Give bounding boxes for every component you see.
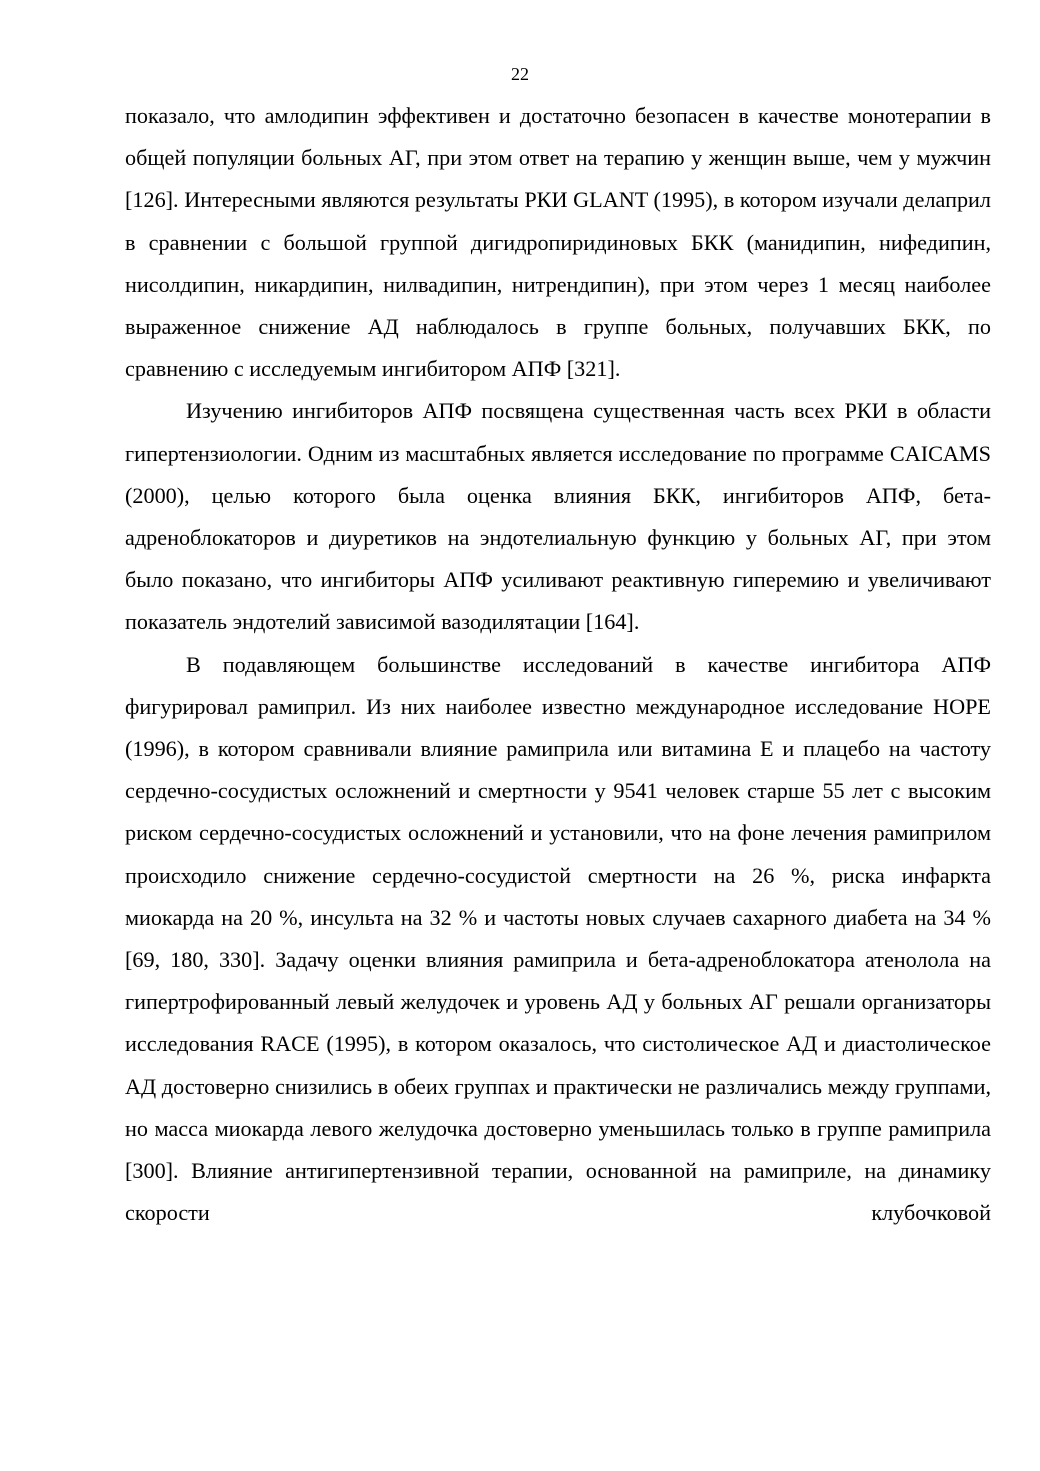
- paragraph-3: В подавляющем большинстве исследований в качестве ингибитора АПФ фигурировал рамиприл. Из них наиболее известно международное исследование HOPE (1996), в котором сравнивали влияние рамиприла или витамина Е и плацебо на частоту сердечно-сосудистых осложнений и смертности у 9541 человек старше 55 лет с высоким риском сердечно-сосудистых осложнений и установили, что на фоне лечения рамиприлом происходило снижение сердечно-сосудистой смертности на 26 %, риска инфаркта миокарда на 20 %, инсульта на 32 % и частоты новых случаев сахарного диабета на 34 % [69, 180, 330]. Задачу оценки влияния рамиприла и бета-адреноблокатора атенолола на гипертрофированный левый желудочек и уровень АД у больных АГ решали организаторы исследования RACE (1995), в котором оказалось, что систолическое АД и диастолическое АД достоверно снизились в обеих группах и практически не различались между группами, но масса миокарда левого желудочка достоверно уменьшилась только в группе рамиприла [300]. Влияние антигипертензивной терапии, основанной на рамиприле, на динамику скорости клубочковой: [125, 651, 991, 1226]
- paragraph-1: показало, что амлодипин эффективен и достаточно безопасен в качестве монотерапии в общей популяции больных АГ, при этом ответ на терапию у женщин выше, чем у мужчин [126]. Интересными являются результаты РКИ GLANT (1995), в котором изучали делаприл в сравнении с большой группой дигидропиридиновых БКК (манидипин, нифедипин, нисолдипин, никардипин, нилвадипин, нитрендипин), при этом через 1 месяц наиболее выраженное снижение АД наблюдалось в группе больных, получавших БКК, по сравнению с исследуемым ингибитором АПФ [321].: [125, 103, 991, 382]
- paragraph-2: Изучению ингибиторов АПФ посвящена существенная часть всех РКИ в области гипертензиологии. Одним из масштабных является исследование по программе CAICAMS (2000), целью которого была оценка влияния БКК, ингибиторов АПФ, бета-адреноблокаторов и диуретиков на эндотелиальную функцию у больных АГ, при этом было показано, что ингибиторы АПФ усиливают реактивную гиперемию и увеличивают показатель эндотелий зависимой вазодилятации [164].: [125, 398, 991, 635]
- document-body: [125, 95, 991, 1234]
- page-number: 22: [511, 64, 529, 84]
